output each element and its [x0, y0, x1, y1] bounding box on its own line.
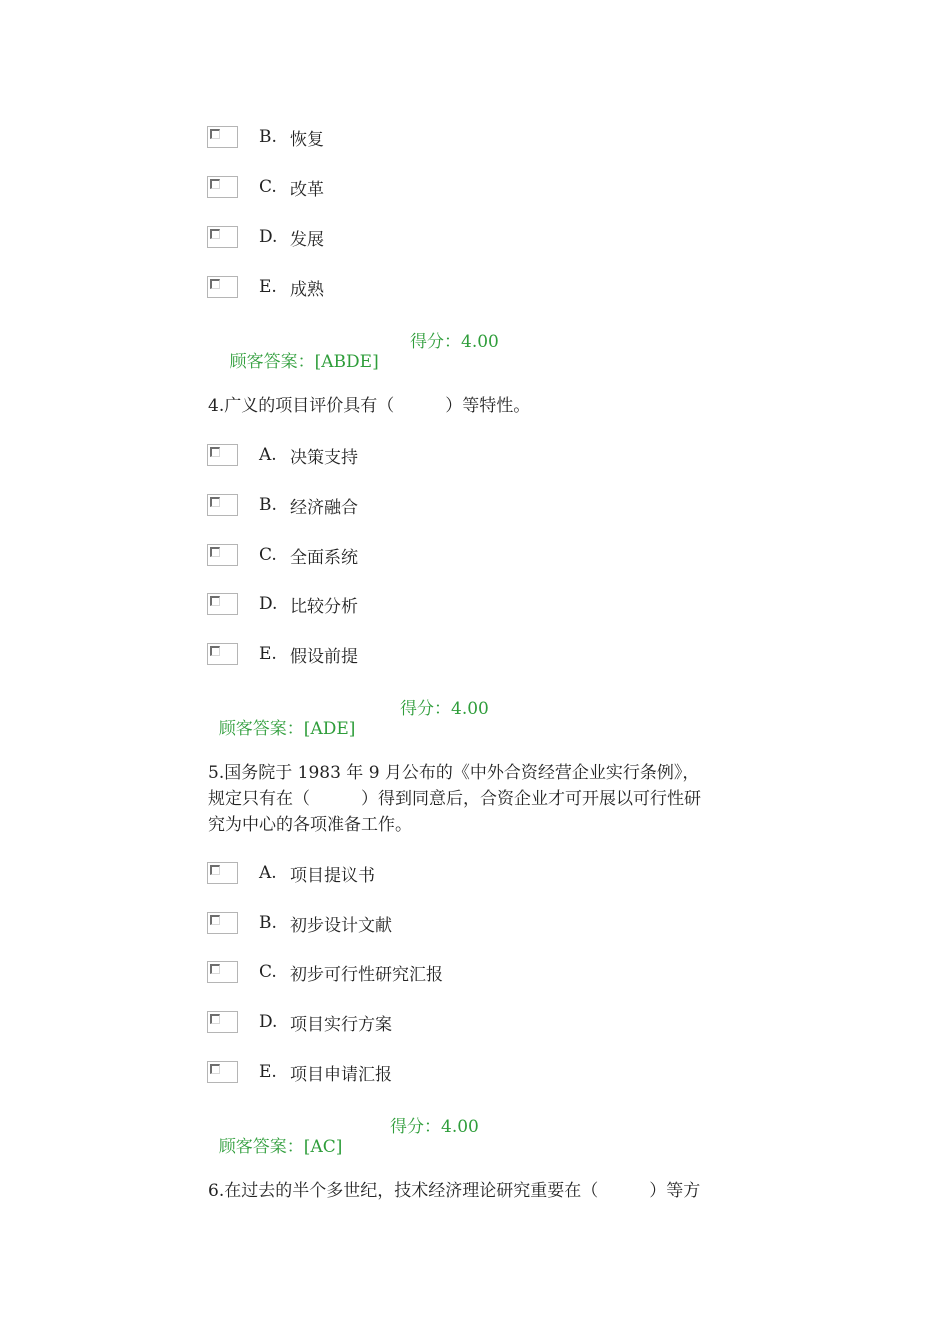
option-c-checkbox[interactable] — [207, 961, 238, 983]
option-label: D. 发展 — [259, 227, 324, 250]
option-b-checkbox[interactable] — [207, 126, 238, 148]
option-label: E. 项目申请汇报 — [259, 1062, 392, 1085]
customer-answer: 顾客答案：[AC] — [218, 1137, 343, 1157]
option-row — [207, 224, 324, 250]
option-row — [207, 860, 375, 886]
customer-answer: 顾客答案：[ADE] — [218, 719, 356, 739]
option-b-checkbox[interactable] — [207, 912, 238, 934]
option-e-checkbox[interactable] — [207, 1061, 238, 1083]
option-row — [207, 542, 358, 568]
option-a-checkbox[interactable] — [207, 862, 238, 884]
answer-result — [208, 694, 489, 759]
question-line: 4.广义的项目评价具有（ ）等特性。 — [208, 396, 531, 416]
option-c-checkbox[interactable] — [207, 176, 238, 198]
option-row — [207, 1009, 392, 1035]
option-row — [207, 591, 358, 617]
score: 得分：4.00 — [390, 1117, 479, 1137]
option-label: A. 项目提议书 — [259, 863, 375, 886]
score: 得分：4.00 — [400, 699, 489, 719]
option-label: D. 项目实行方案 — [259, 1012, 392, 1035]
option-row — [207, 174, 324, 200]
option-row — [207, 641, 358, 667]
option-row — [207, 910, 392, 936]
score: 得分：4.00 — [410, 332, 499, 352]
question-line: 规定只有在（ ）得到同意后，合资企业才可开展以可行性研 — [208, 789, 701, 809]
option-label: A. 决策支持 — [259, 445, 358, 468]
option-d-checkbox[interactable] — [207, 593, 238, 615]
option-row — [207, 1059, 392, 1085]
customer-answer: 顾客答案：[ABDE] — [229, 352, 379, 372]
question-line: 5.国务院于 1983 年 9 月公布的《中外合资经营企业实行条例》， — [208, 763, 700, 783]
option-d-checkbox[interactable] — [207, 226, 238, 248]
option-label: C. 全面系统 — [259, 545, 358, 568]
question-4-text — [208, 393, 778, 419]
option-b-checkbox[interactable] — [207, 494, 238, 516]
question-5-text — [208, 760, 778, 838]
question-line: 6.在过去的半个多世纪，技术经济理论研究重要在（ ）等方 — [208, 1181, 701, 1201]
option-a-checkbox[interactable] — [207, 444, 238, 466]
answer-result — [208, 1112, 479, 1177]
option-label: B. 恢复 — [259, 127, 324, 150]
option-row — [207, 124, 324, 150]
option-row — [207, 492, 358, 518]
option-label: C. 初步可行性研究汇报 — [259, 962, 443, 985]
option-label: B. 经济融合 — [259, 495, 358, 518]
option-row — [207, 442, 358, 468]
option-label: C. 改革 — [259, 177, 324, 200]
question-line: 究为中心的各项准备工作。 — [208, 815, 412, 835]
option-row — [207, 274, 324, 300]
question-6-text — [208, 1178, 778, 1204]
option-label: E. 假设前提 — [259, 644, 358, 667]
option-e-checkbox[interactable] — [207, 643, 238, 665]
option-d-checkbox[interactable] — [207, 1011, 238, 1033]
option-label: E. 成熟 — [259, 277, 324, 300]
option-e-checkbox[interactable] — [207, 276, 238, 298]
option-row — [207, 959, 443, 985]
option-label: D. 比较分析 — [259, 594, 358, 617]
option-label: B. 初步设计文献 — [259, 913, 392, 936]
option-c-checkbox[interactable] — [207, 544, 238, 566]
